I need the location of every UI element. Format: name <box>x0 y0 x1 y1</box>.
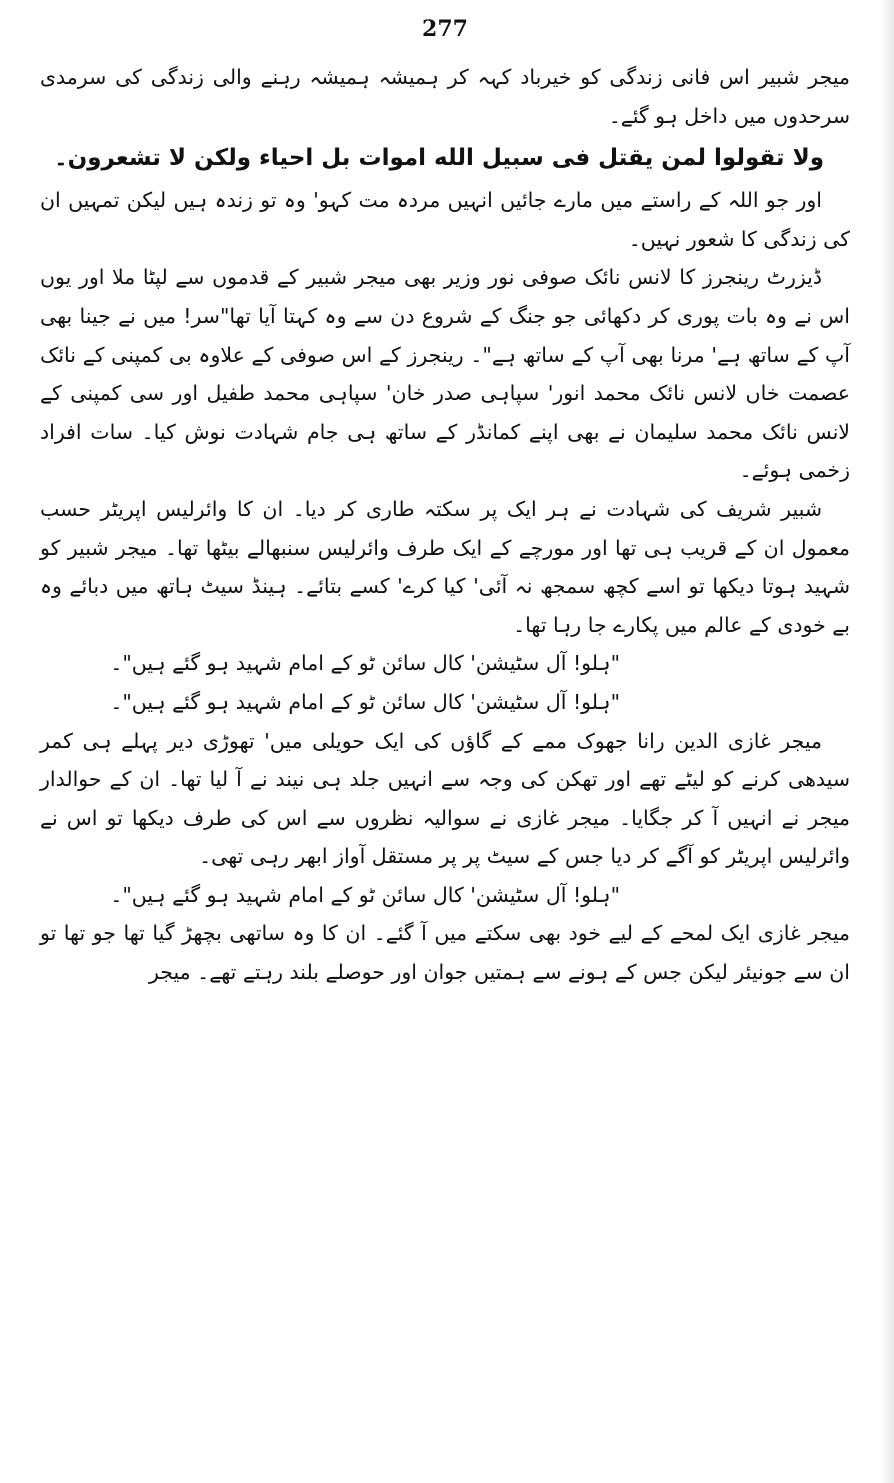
radio-call-quote: "ہلو! آل سٹیشن' کال سائن ٹو کے امام شہید ہو گئے ہیں"۔ <box>110 882 620 907</box>
page-edge-shadow <box>880 0 894 1483</box>
radio-call-quote: "ہلو! آل سٹیشن' کال سائن ٹو کے امام شہید ہو گئے ہیں"۔ <box>110 689 620 714</box>
paragraph: میجر شبیر اس فانی زندگی کو خیرباد کہہ کر ہمیشہ ہمیشہ رہنے والی زندگی کی سرمدی سرحدوں میں داخل ہو گئے۔ <box>40 65 850 128</box>
page-body <box>40 58 850 992</box>
paragraph: ڈیزرٹ رینجرز کا لانس نائک صوفی نور وزیر بھی میجر شبیر کے قدموں سے لپٹا ملا اور یوں اس نے وہ بات پوری کر دکھائی جو جنگ کے شروع دن سے وہ کہتا آیا تھا"سر! میں نے جینا بھی آپ کے ساتھ ہے' مرنا بھی آپ کے ساتھ ہے"۔ رینجرز کے اس صوفی کے علاوہ بی کمپنی کے نائک عصمت خاں لانس نائک محمد انور' سپاہی صدر خان' سپاہی محمد طفیل اور سی کمپنی کے لانس نائک محمد سلیمان نے بھی اپنے کمانڈر کے ساتھ ہی جام شہادت نوش کیا۔ سات افراد زخمی ہوئے۔ <box>40 265 850 483</box>
quran-verse: ولا تقولوا لمن یقتل فی سبیل الله اموات بل احیاء ولکن لا تشعرون۔ <box>54 145 824 172</box>
radio-call-quote: "ہلو! آل سٹیشن' کال سائن ٹو کے امام شہید ہو گئے ہیں"۔ <box>110 651 620 676</box>
page-number: 277 <box>422 16 468 42</box>
paragraph: میجر غازی ایک لمحے کے لیے خود بھی سکتے میں آ گئے۔ ان کا وہ ساتھی بچھڑ گیا تھا جو تھا تو ان سے جونیئر لیکن جس کے ہونے سے ہمتیں جوان اور حوصلے بلند رہتے تھے۔ میجر <box>40 921 850 985</box>
paragraph: شبیر شریف کی شہادت نے ہر ایک پر سکتہ طاری کر دیا۔ ان کا وائرلیس اپریٹر حسب معمول ان کے قریب ہی تھا اور مورچے کے ایک طرف وائرلیس سنبھالے بیٹھا تھا۔ میجر شبیر کو شہید ہوتا دیکھا تو اسے کچھ سمجھ نہ آئی' کیا کرے' کسے بتائے۔ ہینڈ سیٹ ہاتھ میں دبائے وہ بے خودی کے عالم میں پکارے جا رہا تھا۔ <box>40 496 850 637</box>
paragraph: میجر غازی الدین رانا جھوک ممے کے گاؤں کی ایک حویلی میں' تھوڑی دیر پہلے ہی کمر سیدھی کرنے کو لیٹے تھے اور تھکن کی وجہ سے انہیں جلد ہی نیند نے آ لیا تھا۔ ان کے حوالدار میجر نے انہیں آ کر جگایا۔ میجر غازی نے سوالیہ نظروں سے اس کی طرف دیکھا تو اس نے وائرلیس اپریٹر کو آگے کر دیا جس کے سیٹ پر پر مستقل آواز ابھر رہی تھی۔ <box>40 728 850 869</box>
verse-translation: اور جو اللہ کے راستے میں مارے جائیں انہیں مردہ مت کہو' وہ تو زندہ ہیں لیکن تمہیں ان کی زندگی کا شعور نہیں۔ <box>40 188 850 251</box>
